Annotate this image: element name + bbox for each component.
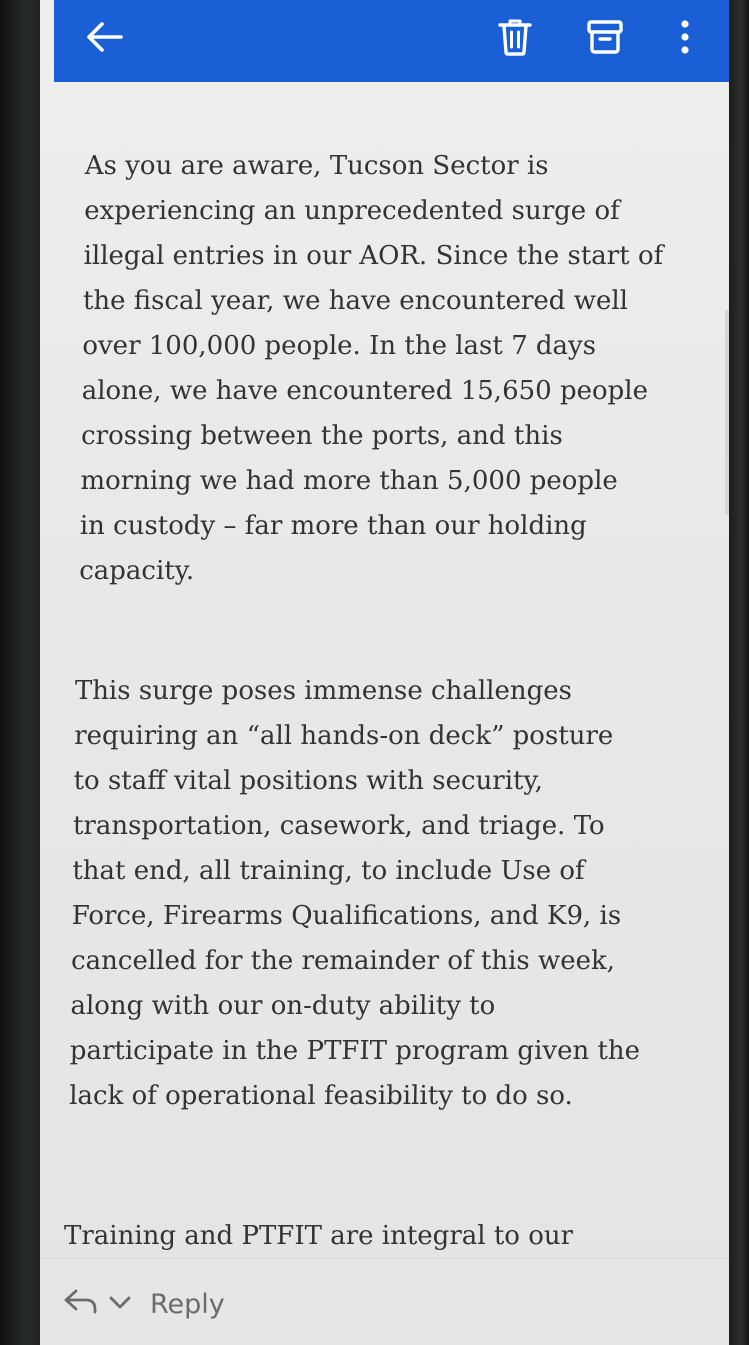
archive-button[interactable]	[576, 10, 634, 64]
device-bezel-right	[729, 0, 749, 1345]
reply-icon[interactable]	[62, 1287, 98, 1315]
more-vertical-icon	[678, 18, 692, 56]
back-button[interactable]	[76, 10, 134, 64]
email-paragraph: As you are aware, Tucson Sector is experiencing an unprecedented surge of illegal entries in our AOR. Since the start of the fiscal year, we have encountered well over 100,000 people. In the last 7 days alone, we have encountered 15,650 people crossing between the ports, and this morning we had more than 5,000 people in custody – far more than our holding capacity.	[78, 151, 664, 586]
top-toolbar	[54, 0, 729, 82]
trash-icon	[497, 17, 533, 57]
scroll-indicator[interactable]	[725, 310, 729, 515]
archive-icon	[586, 19, 624, 55]
chevron-down-icon[interactable]	[108, 1295, 132, 1311]
arrow-left-icon	[85, 20, 125, 54]
email-screen	[40, 0, 729, 1345]
reply-bar	[40, 1258, 729, 1345]
more-options-button[interactable]	[656, 10, 714, 64]
delete-button[interactable]	[486, 10, 544, 64]
email-paragraph: This surge poses immense challenges requiring an “all hands-on deck” posture to staff vital positions with security, transportation, casework, and triage. To that end, all training, to include Use of Force, Firearms Qualifications, and K9, is cancelled for the remainder of this week, along with our on-duty ability to participate in the PTFIT program given the lack of operational feasibility to do so.	[68, 676, 641, 1111]
reply-button[interactable]: Reply	[150, 1289, 225, 1320]
email-paragraph: Training and PTFIT are integral to our	[64, 1221, 574, 1251]
